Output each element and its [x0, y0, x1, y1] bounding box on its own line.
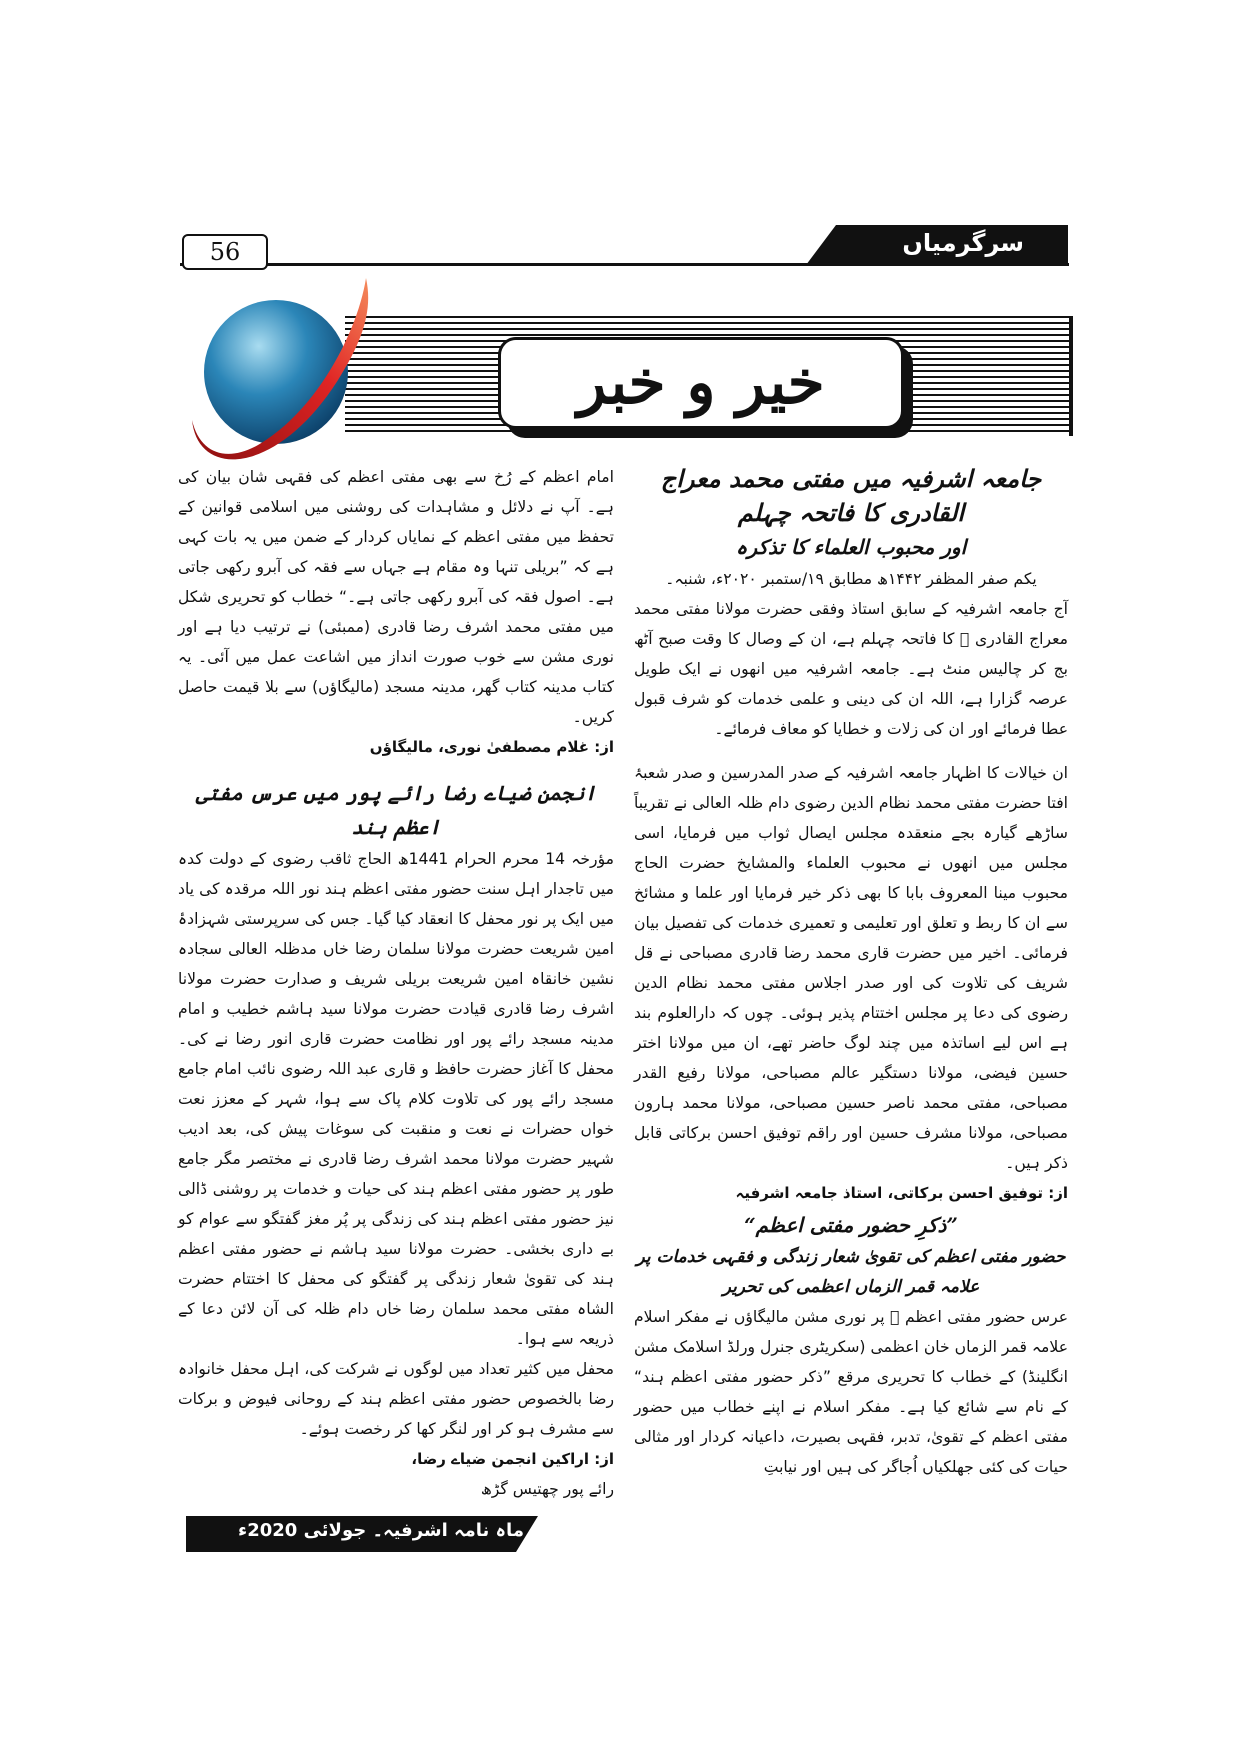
banner-title-box — [498, 337, 904, 429]
article3-para2: محفل میں کثیر تعداد میں لوگوں نے شرکت کی، اہل محفل خانوادہ رضا بالخصوص حضور مفتی اعظم ہند کے روحانی فیوض و برکات سے مشرف ہو کر اور لنگر کھا کر رخصت ہوئے۔ — [178, 1360, 614, 1438]
article1-title-line1: جامعہ اشرفیہ میں مفتی محمد معراج القادری کا فاتحہ چہلم — [660, 464, 1042, 527]
globe-logo — [188, 270, 388, 485]
section-tab — [806, 225, 1068, 265]
article3-title: انجمن ضیاے رضا رائے پور میں عرس مفتی اعظم ہند — [195, 781, 597, 839]
article3-para1: مؤرخہ 14 محرم الحرام 1441ھ الحاج ثاقب رضوی کے دولت کدہ میں تاجدار اہل سنت حضور مفتی اعظم ہند نور اللہ مرقدہ کی یاد میں ایک پر نور محفل کا انعقاد کیا گیا۔ جس کی سرپرستی شہزادۂ امین شریعت حضرت مولانا سلمان رضا خاں مدظلہ العالی سجادہ نشین خانقاہ امین شریعت بریلی شریف و صدارت حضرت مولانا اشرف رضا قادری قیادت حضرت مولانا سید ہاشم خطیب و امام مدینہ مسجد رائے پور اور نظامت حضرت قاری انور رضا نے کی۔ محفل کا آغاز حضرت حافظ و قاری عبد اللہ رضوی نائب امام جامع مسجد رائے پور کی تلاوت کلام پاک سے ہوا، شہر کے معزز نعت خواں حضرات نے نعت و منقبت کی سوغات پیش کی، بعد ادیب شہیر حضرت مولانا محمد اشرف رضا قادری نے مختصر مگر جامع طور پر حضور مفتی اعظم ہند کی حیات و خدمات پر روشنی ڈالی نیز حضور مفتی اعظم ہند کی زندگی پر پُر مغز گفتگو سے عوام کو بے داری بخشی۔ حضرت مولانا سید ہاشم نے حضور مفتی اعظم ہند کی تقویٰ شعار زندگی پر گفتگو کی محفل کا اختتام حضرت الشاہ مفتی محمد سلمان رضا خاں دام ظلہ کی آن لائن دعا کے ذریعہ سے ہوا۔ — [178, 850, 614, 1348]
article1-dateline: یکم صفر المظفر ۱۴۴۲ھ مطابق ۱۹/ستمبر ۲۰۲۰ء، شنبہ۔ — [665, 570, 1037, 588]
footer-text: ماہ نامہ اشرفیہ۔ جولائی 2020ء — [238, 1520, 524, 1541]
right-column — [634, 462, 1068, 1482]
article3-credit-place: رائے پور چھتیس گڑھ — [480, 1480, 614, 1498]
article2-title: ”ذکرِ حضور مفتی اعظم“ — [744, 1213, 958, 1237]
article2-continuation: امام اعظم کے رُخ سے بھی مفتی اعظم کی فقہی شان بیان کی ہے۔ آپ نے دلائل و مشاہدات کی روشنی میں اسلامی قوانین کے تحفظ میں مفتی اعظم کے نمایاں کردار کے ضمن میں یہ بات کہی ہے کہ ”بریلی تنہا وہ مقام ہے جہاں سے فقہ کی آبرو رکھی جاتی ہے۔ اصول فقہ کی آبرو رکھی جاتی ہے۔“ خطاب کو تحریری شکل میں مفتی محمد اشرف رضا قادری (ممبئی) نے ترتیب دیا ہے اور نوری مشن سے خوب صورت انداز میں اشاعت عمل میں آئی۔ یہ کتاب مدینہ کتاب گھر، مدینہ مسجد (مالیگاؤں) سے بلا قیمت حاصل کریں۔ — [178, 468, 614, 726]
article1-credit: از: توفیق احسن برکاتی، استاذ جامعہ اشرفیہ — [735, 1184, 1068, 1202]
article1-title-line2: اور محبوب العلماء کا تذکرہ — [735, 535, 967, 559]
banner-title: خیر و خبر — [577, 348, 825, 418]
article2-subtitle-line2: علامہ قمر الزماں اعظمی کی تحریر — [722, 1277, 980, 1297]
footer-tab — [186, 1516, 538, 1552]
page-number: 56 — [182, 234, 268, 270]
left-column — [178, 462, 614, 1504]
article1-para2: ان خیالات کا اظہار جامعہ اشرفیہ کے صدر المدرسین و صدر شعبۂ افتا حضرت مفتی محمد نظام الدین رضوی دام ظلہ العالی نے تقریباً ساڑھے گیارہ بجے منعقدہ مجلس ایصال ثواب میں فرمایا، اسی مجلس میں انھوں نے محبوب العلماء والمشایخ حضرت الحاج محبوب مینا المعروف بابا کا بھی ذکر خیر فرمایا اور علما و مشائخ سے ان کا ربط و تعلق اور تعلیمی و تعمیری خدمات کی تفصیل بیان فرمائی۔ اخیر میں حضرت قاری محمد رضا قادری مصباحی نے قل شریف کی تلاوت کی اور صدر اجلاس مفتی محمد نظام الدین رضوی کی دعا پر مجلس اختتام پذیر ہوئی۔ چوں کہ دارالعلوم بند ہے اس لیے اساتذہ میں چند لوگ حاضر تھے، ان میں مولانا اختر حسین فیضی، مولانا دستگیر عالم مصباحی، مولانا رفیع القدر مصباحی، مفتی محمد ناصر حسین مصباحی، مولانا محمد ہارون مصباحی، مولانا مشرف حسین اور راقم توفیق احسن برکاتی قابل ذکر ہیں۔ — [634, 764, 1068, 1172]
article1-para1: آج جامعہ اشرفیہ کے سابق استاذ وفقی حضرت مولانا مفتی محمد معراج القادری ﷫ کا فاتحہ چہلم ہے، ان کے وصال کا وقت صبح آٹھ بج کر چالیس منٹ ہے۔ جامعہ اشرفیہ میں انھوں نے ایک طویل عرصہ گزارا ہے، اللہ ان کی دینی و علمی خدمات کو شرف قبول عطا فرمائے اور ان کی زلات و خطایا کو معاف فرمائے۔ — [634, 600, 1068, 738]
article2-subtitle-line1: حضور مفتی اعظم کی تقویٰ شعار زندگی و فقہی خدمات پر — [636, 1247, 1066, 1267]
article2-para1: عرس حضور مفتی اعظم ﷯ پر نوری مشن مالیگاؤں نے مفکر اسلام علامہ قمر الزماں خان اعظمی (سکریٹری جنرل ورلڈ اسلامک مشن انگلینڈ) کے خطاب کا تحریری مرقع ”ذکر حضور مفتی اعظم ہند“ کے نام سے شائع کیا ہے۔ مفکر اسلام نے اپنے خطاب میں حضور مفتی اعظم کے تقویٰ، تدبر، فقہی بصیرت، داعیانہ کردار اور مثالی حیات کی کئی جھلکیاں اُجاگر کی ہیں اور نیابتِ — [634, 1308, 1068, 1476]
section-label: سرگرمیاں — [902, 229, 1024, 257]
article3-credit: از: اراکین انجمن ضیاے رضا، — [411, 1450, 614, 1468]
article2-credit: از: غلام مصطفیٰ نوری، مالیگاؤں — [369, 738, 614, 756]
